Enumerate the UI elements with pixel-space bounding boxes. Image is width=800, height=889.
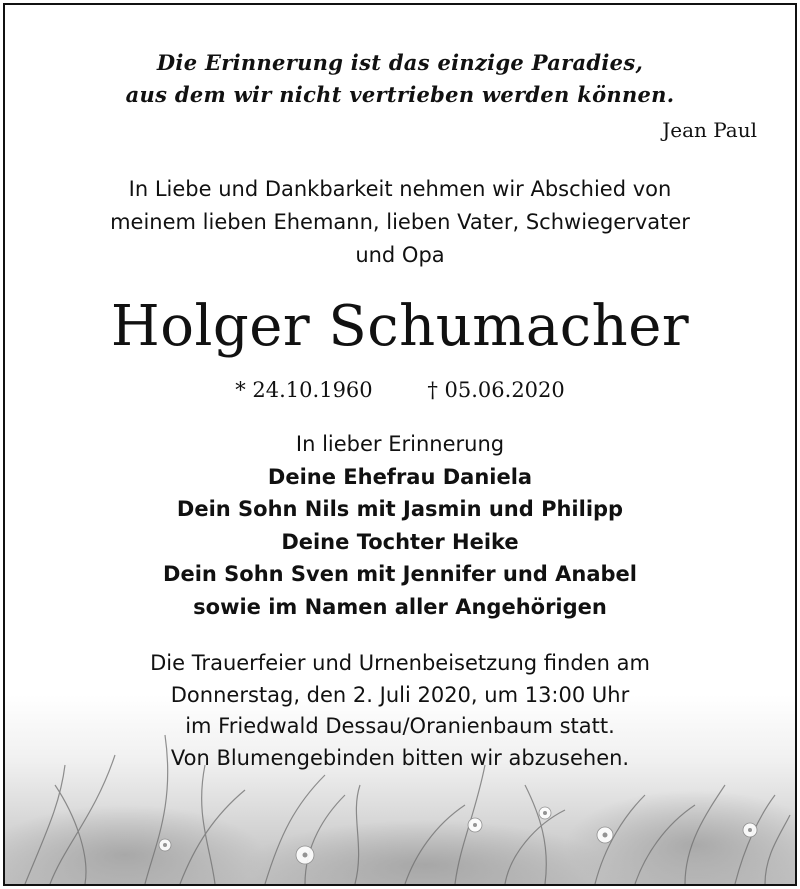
- intro-line: und Opa: [355, 243, 445, 267]
- service-line: Donnerstag, den 2. Juli 2020, um 13:00 Uhr: [170, 682, 630, 707]
- birth-date: * 24.10.1960: [235, 378, 373, 402]
- service-line: Von Blumengebinden bitten wir abzusehen.: [170, 745, 630, 770]
- quote-line: Die Erinnerung ist das einzige Paradies,: [156, 50, 644, 75]
- quote-line: aus dem wir nicht vertrieben werden können.: [125, 82, 675, 107]
- mourner-name: Dein Sohn Nils mit Jasmin und Philipp: [176, 497, 624, 522]
- intro-line: In Liebe und Dankbarkeit nehmen wir Abschied von: [128, 177, 672, 201]
- life-dates: [5, 375, 795, 405]
- death-date: † 05.06.2020: [427, 378, 565, 402]
- quote: [5, 47, 795, 111]
- deceased-name: Holger Schumacher: [110, 294, 690, 359]
- obituary-frame: [3, 3, 797, 886]
- mourner-name: sowie im Namen aller Angehörigen: [193, 594, 607, 619]
- mourner-name: Dein Sohn Sven mit Jennifer und Anabel: [163, 562, 637, 587]
- mourners-lead: In lieber Erinnerung: [295, 432, 505, 456]
- quote-author: Jean Paul: [662, 118, 757, 142]
- mourners-list: [5, 428, 795, 624]
- intro-line: meinem lieben Ehemann, lieben Vater, Schwiegervater: [110, 210, 690, 234]
- mourner-name: Deine Ehefrau Daniela: [267, 464, 533, 489]
- mourner-name: Deine Tochter Heike: [281, 529, 519, 554]
- intro-text: [5, 173, 795, 272]
- service-line: im Friedwald Dessau/Oranienbaum statt.: [185, 714, 615, 738]
- service-info: [5, 648, 795, 774]
- service-line: Die Trauerfeier und Urnenbeisetzung finden am: [150, 651, 650, 675]
